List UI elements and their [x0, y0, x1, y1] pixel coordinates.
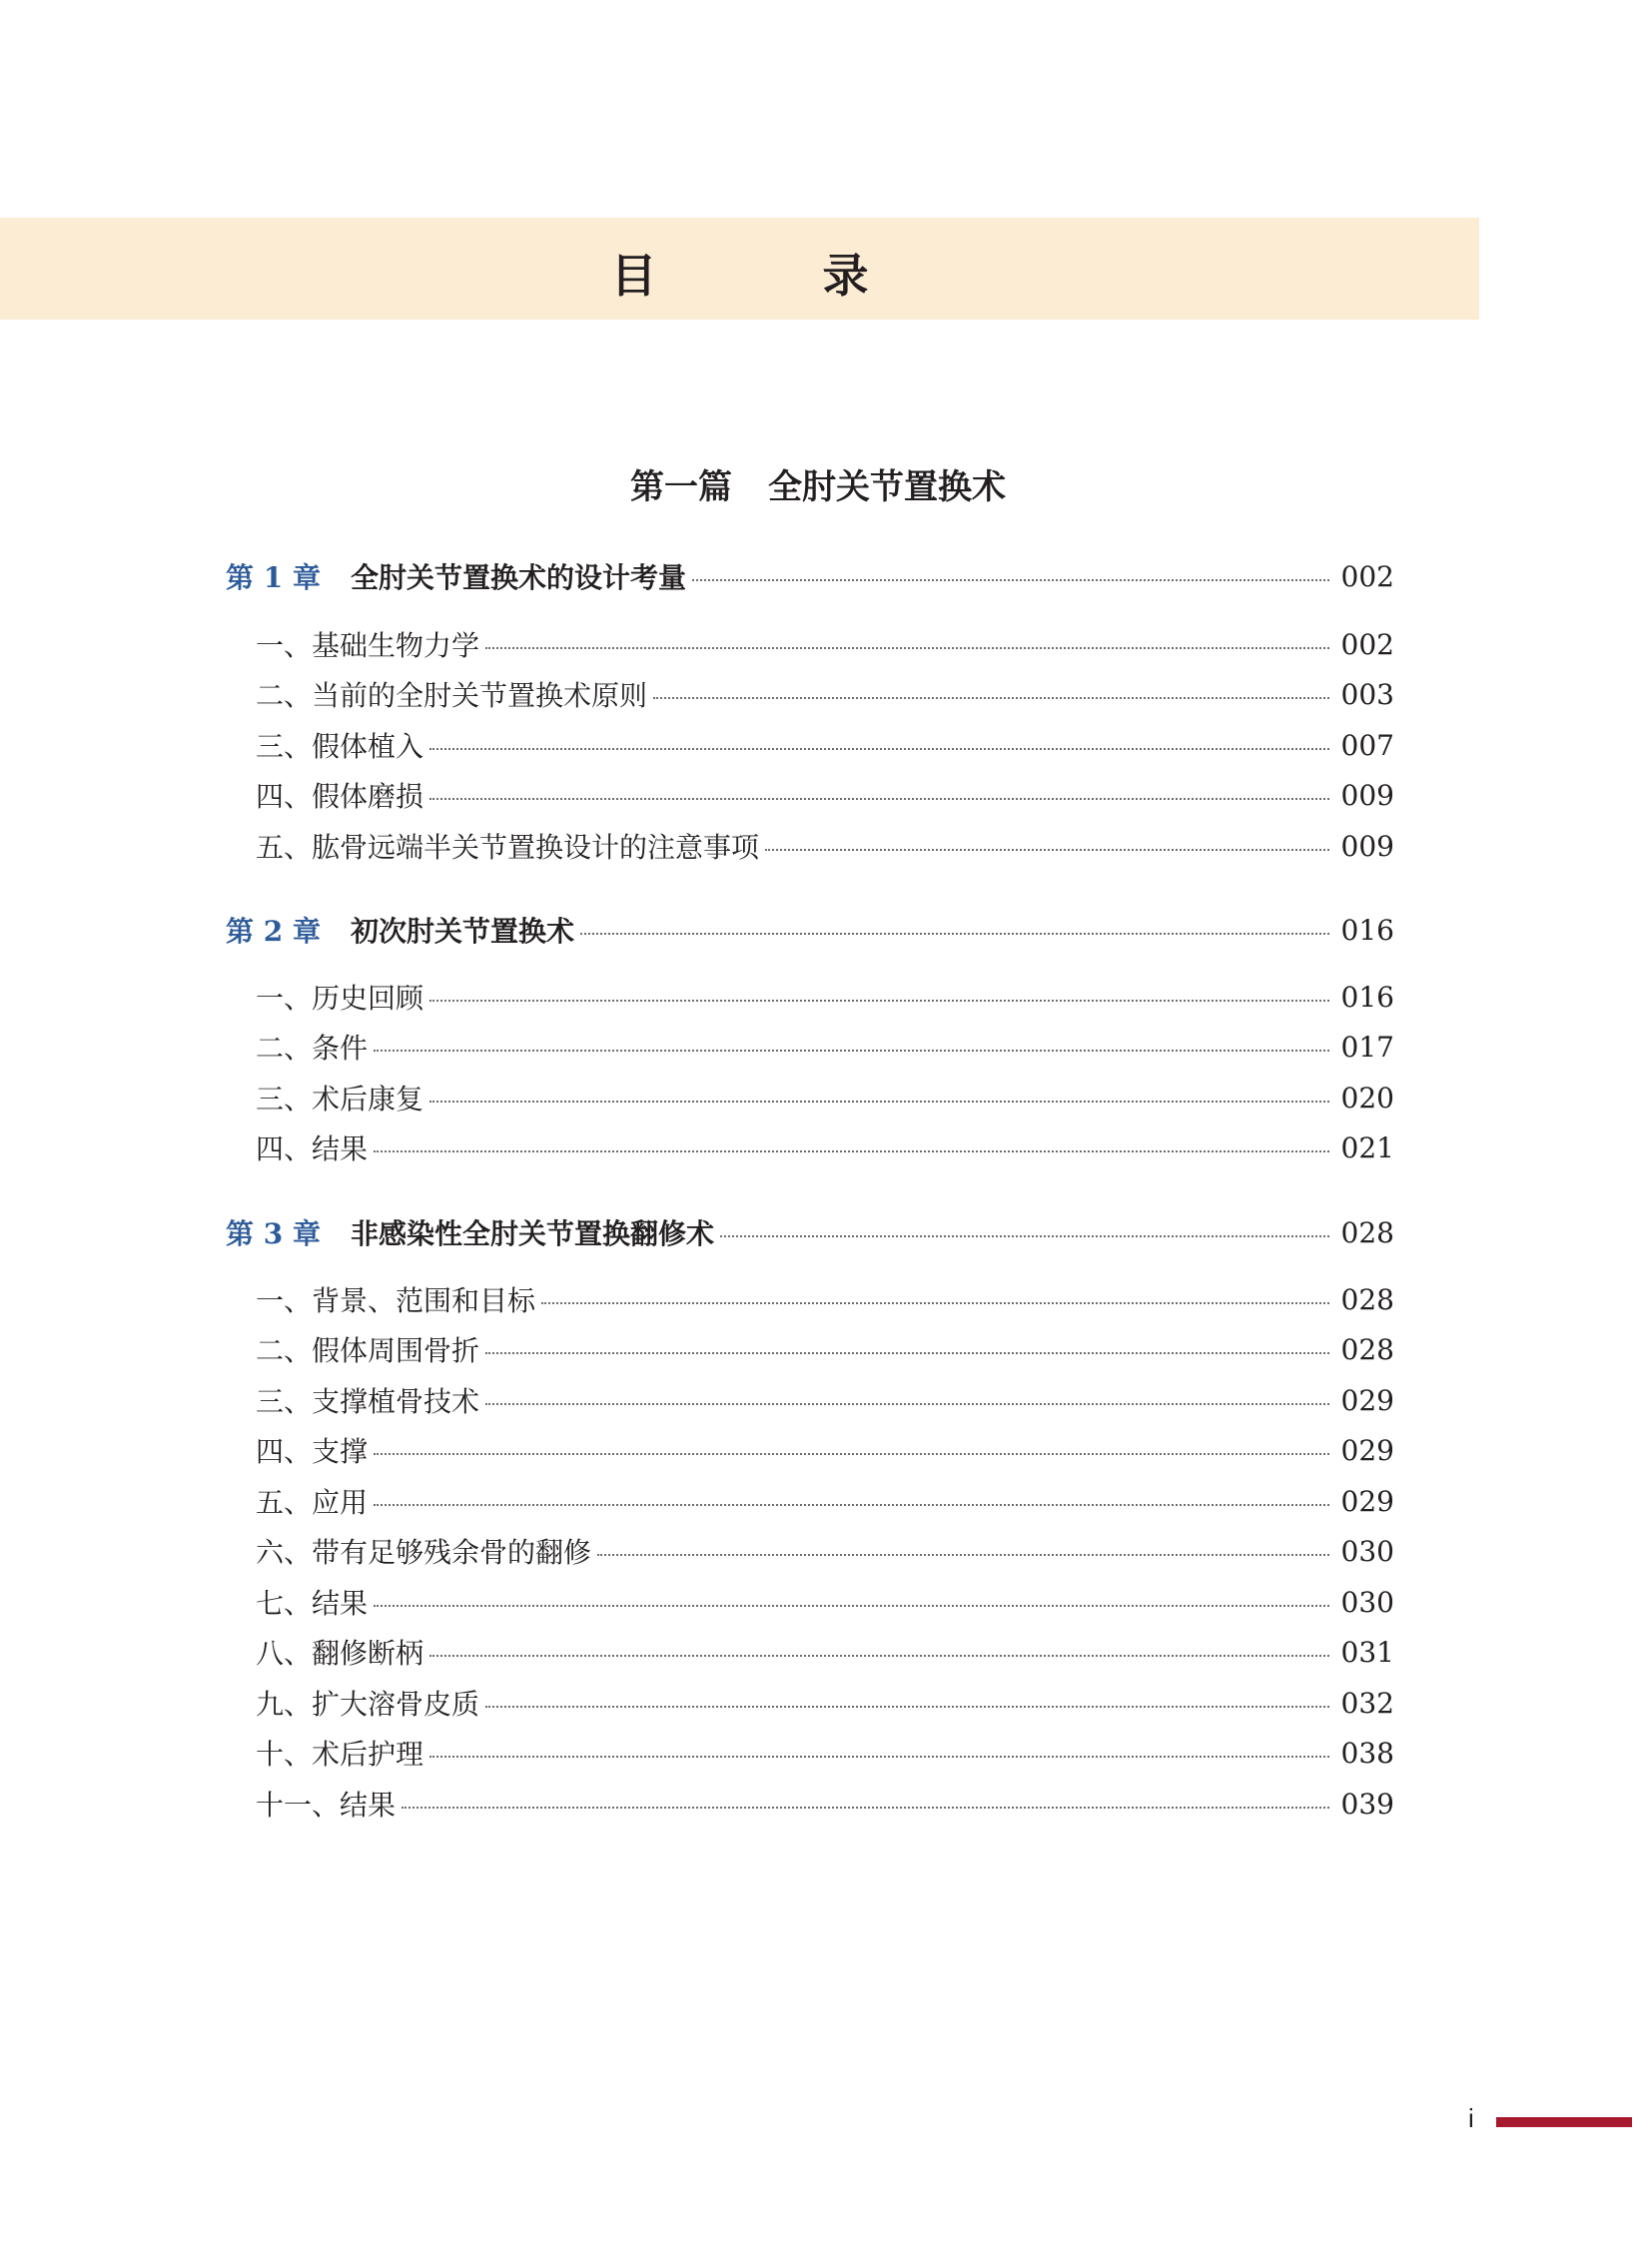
- toc-chapter-2[interactable]: [226, 905, 1394, 955]
- dot-leader: [541, 1302, 1329, 1304]
- footer-accent-bar: [1496, 2117, 1632, 2127]
- toc-section[interactable]: [256, 821, 1394, 871]
- toc-section[interactable]: [256, 619, 1394, 669]
- toc-section[interactable]: [256, 1577, 1394, 1627]
- section-title: 十一、结果: [256, 1789, 397, 1822]
- dot-leader: [374, 1453, 1329, 1455]
- page-number: 029: [1340, 1383, 1394, 1417]
- toc-section[interactable]: [256, 1476, 1394, 1526]
- toc-section[interactable]: [256, 770, 1394, 820]
- toc-section[interactable]: [256, 972, 1394, 1022]
- section-title: 七、结果: [256, 1587, 369, 1620]
- dot-leader: [374, 1150, 1329, 1152]
- dot-leader: [653, 697, 1329, 699]
- page-number: 028: [1340, 1282, 1394, 1316]
- dot-leader: [580, 933, 1329, 935]
- dot-leader: [429, 1101, 1329, 1103]
- section-title: 三、术后康复: [256, 1083, 424, 1116]
- page-number: 028: [1340, 1332, 1394, 1366]
- chapter-number: 第 3 章: [226, 1217, 321, 1250]
- toc-section[interactable]: [256, 1425, 1394, 1475]
- page-number: 002: [1340, 627, 1394, 661]
- dot-leader: [485, 1706, 1329, 1708]
- section-title: 四、结果: [256, 1132, 369, 1165]
- toc-section[interactable]: [256, 720, 1394, 770]
- page-number: 030: [1340, 1585, 1394, 1619]
- dot-leader: [374, 1504, 1329, 1506]
- dot-leader: [692, 579, 1329, 581]
- title-band: [0, 218, 1479, 320]
- dot-leader: [485, 1352, 1329, 1354]
- section-title: 三、支撑植骨技术: [256, 1385, 480, 1418]
- page-number: 002: [1340, 559, 1394, 593]
- dot-leader: [429, 748, 1329, 750]
- toc-section[interactable]: [256, 1678, 1394, 1728]
- dot-leader: [429, 1756, 1329, 1758]
- page-number: 039: [1340, 1787, 1394, 1821]
- page-number: 009: [1340, 778, 1394, 812]
- toc-section[interactable]: [256, 1779, 1394, 1829]
- page-number: 029: [1340, 1484, 1394, 1518]
- section-title: 十、术后护理: [256, 1738, 424, 1771]
- page-number: 003: [1340, 677, 1394, 711]
- page-number: 009: [1340, 829, 1394, 863]
- part-heading: [0, 459, 1636, 508]
- dot-leader: [429, 1655, 1329, 1657]
- toc-section[interactable]: [256, 1526, 1394, 1576]
- dot-leader: [597, 1554, 1329, 1556]
- toc-section[interactable]: [256, 1627, 1394, 1677]
- chapter-number: 第 1 章: [226, 561, 321, 594]
- section-title: 五、肱骨远端半关节置换设计的注意事项: [256, 831, 760, 864]
- toc-section[interactable]: [256, 1022, 1394, 1072]
- section-title: 一、背景、范围和目标: [256, 1284, 536, 1317]
- toc-chapter-3[interactable]: [226, 1207, 1394, 1257]
- dot-leader: [765, 849, 1329, 851]
- section-title: 一、历史回顾: [256, 982, 424, 1015]
- page-number: 028: [1340, 1215, 1394, 1249]
- toc-section[interactable]: [256, 1375, 1394, 1425]
- toc-section[interactable]: [256, 1073, 1394, 1122]
- page-number: 007: [1340, 728, 1394, 762]
- toc-section[interactable]: [256, 1274, 1394, 1324]
- page-number: 030: [1340, 1534, 1394, 1568]
- section-title: 二、假体周围骨折: [256, 1334, 480, 1367]
- dot-leader: [402, 1807, 1329, 1809]
- dot-leader: [374, 1050, 1329, 1052]
- dot-leader: [720, 1235, 1329, 1237]
- section-title: 八、翻修断柄: [256, 1637, 424, 1670]
- dot-leader: [485, 647, 1329, 649]
- section-title: 九、扩大溶骨皮质: [256, 1688, 480, 1721]
- chapter-title: 全肘关节置换术的设计考量: [350, 561, 686, 594]
- chapter-number: 第 2 章: [226, 915, 321, 948]
- page-number: 038: [1340, 1736, 1394, 1770]
- toc-section[interactable]: [256, 1122, 1394, 1172]
- dot-leader: [485, 1403, 1329, 1405]
- chapter-title: 非感染性全肘关节置换翻修术: [350, 1217, 714, 1250]
- page-number: 021: [1340, 1130, 1394, 1164]
- footer-page-number: i: [1468, 2103, 1474, 2133]
- part-title: 全肘关节置换术: [768, 467, 1006, 507]
- dot-leader: [429, 1000, 1329, 1002]
- page-number: 032: [1340, 1686, 1394, 1720]
- section-title: 二、当前的全肘关节置换术原则: [256, 679, 648, 712]
- page-number: 016: [1340, 913, 1394, 947]
- section-title: 四、假体磨损: [256, 780, 424, 813]
- section-title: 五、应用: [256, 1486, 369, 1519]
- toc-section[interactable]: [256, 1728, 1394, 1778]
- page-number: 017: [1340, 1030, 1394, 1064]
- part-label: 第一篇: [630, 467, 732, 507]
- page-number: 029: [1340, 1433, 1394, 1467]
- section-title: 四、支撑: [256, 1435, 369, 1468]
- toc-section[interactable]: [256, 1324, 1394, 1374]
- chapter-title: 初次肘关节置换术: [350, 915, 574, 948]
- page-number: 031: [1340, 1635, 1394, 1669]
- toc-chapter-1[interactable]: [226, 551, 1394, 601]
- page-number: 020: [1340, 1081, 1394, 1115]
- page-number: 016: [1340, 980, 1394, 1014]
- page-title: 目 录: [610, 249, 929, 303]
- dot-leader: [429, 798, 1329, 800]
- section-title: 一、基础生物力学: [256, 629, 480, 662]
- section-title: 六、带有足够残余骨的翻修: [256, 1536, 592, 1569]
- section-title: 三、假体植入: [256, 730, 424, 763]
- toc-section[interactable]: [256, 669, 1394, 719]
- section-title: 二、条件: [256, 1032, 369, 1065]
- dot-leader: [374, 1605, 1329, 1607]
